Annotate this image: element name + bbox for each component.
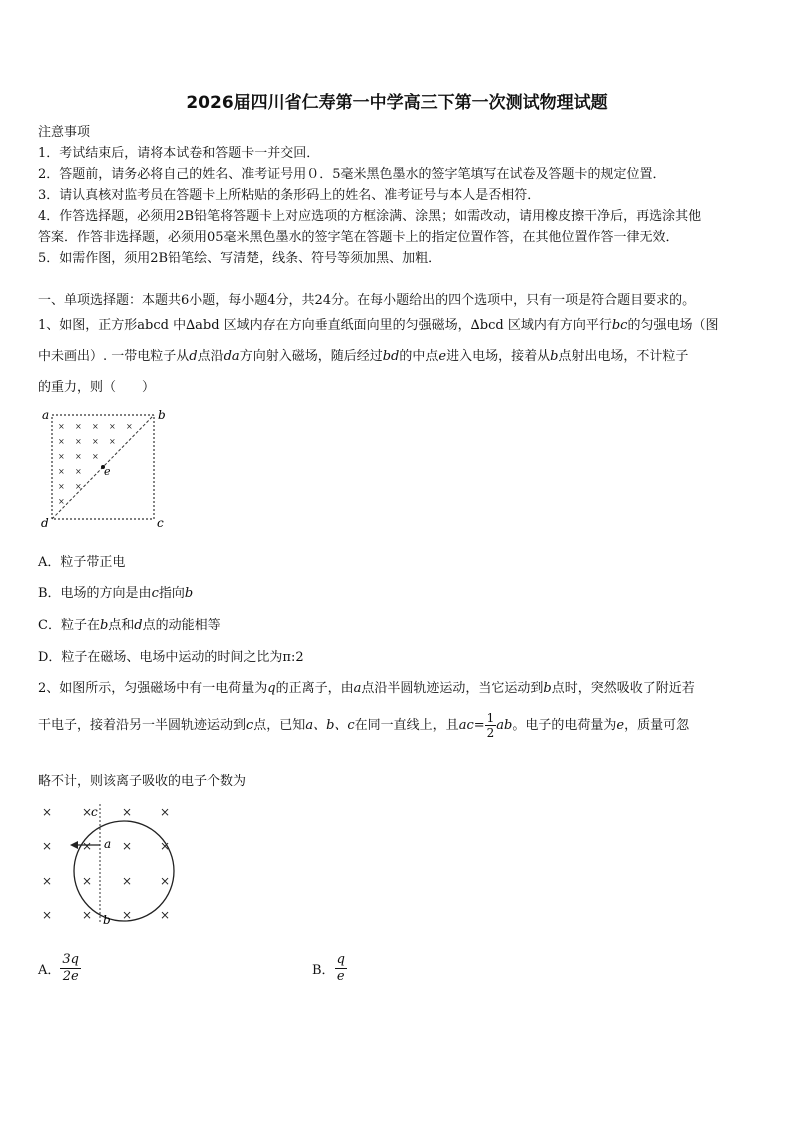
field-cross-mark: × [160, 874, 171, 888]
notice-heading: 注意事项 [38, 125, 91, 140]
field-cross-mark: × [122, 839, 133, 853]
q1-stem-line2: 中未画出）. 一带电粒子从d点沿da方向射入磁场，随后经过bd的中点e进入电场，接着从b点射出电场，不计粒子 [38, 349, 689, 364]
field-cross-mark: × [75, 467, 82, 476]
field-cross-mark: × [75, 452, 82, 461]
label-d: d [41, 516, 49, 530]
label-b: b [158, 408, 166, 422]
field-cross-mark: × [160, 839, 171, 853]
large-circular-orbit [74, 821, 174, 921]
field-cross-mark: × [75, 437, 82, 446]
q1-option-A: A．粒子带正电 [38, 555, 126, 570]
magnetic-field-marks [42, 805, 170, 922]
field-cross-mark: × [92, 422, 99, 431]
field-cross-mark: × [58, 497, 65, 506]
label-c: c [157, 516, 164, 530]
q2-option-A: A． $\frac{3q}{2e}$ [38, 952, 79, 984]
field-cross-mark: × [58, 452, 65, 461]
q1-option-D: D．粒子在磁场、电场中运动的时间之比为π:2 [38, 650, 304, 665]
q2-option-B: B． $\frac{q}{e}$ [312, 952, 345, 984]
notice-item: 3．请认真核对监考员在答题卡上所粘贴的条形码上的姓名、准考证号与本人是否相符． [38, 188, 541, 203]
magnetic-field-marks [58, 422, 133, 506]
field-cross-mark: × [109, 422, 116, 431]
q2-stem-line1: 2、如图所示，匀强磁场中有一电荷量为q的正离子，由a点沿半圆轨迹运动，当它运动到b点时，突然吸收了附近若 [38, 681, 695, 696]
q1-stem-line1: 1、如图，正方形abcd 中∆abd 区域内存在方向垂直纸面向里的匀强磁场，∆bcd 区域内有方向平行bc的匀强电场（图 [38, 318, 719, 333]
field-cross-mark: × [82, 874, 93, 888]
field-cross-mark: × [160, 805, 171, 819]
field-cross-mark: × [126, 422, 133, 431]
field-cross-mark: × [42, 805, 53, 819]
q1-figure [38, 405, 168, 530]
field-cross-mark: × [42, 874, 53, 888]
field-cross-mark: × [58, 467, 65, 476]
notice-item: 2．答题前，请务必将自己的姓名、准考证号用０．5毫米黑色墨水的签字笔填写在试卷及答题卡的规定位置． [38, 167, 666, 182]
field-cross-mark: × [42, 908, 53, 922]
field-cross-mark: × [92, 452, 99, 461]
field-cross-mark: × [122, 805, 133, 819]
field-cross-mark: × [109, 437, 116, 446]
q1-stem-line3: 的重力，则（ ） [38, 380, 156, 395]
field-cross-mark: × [58, 437, 65, 446]
field-cross-mark: × [92, 437, 99, 446]
label-a: a [42, 408, 50, 422]
notice-item: 1．考试结束后，请将本试卷和答题卡一并交回． [38, 146, 320, 161]
field-cross-mark: × [75, 482, 82, 491]
notice-item: 5．如需作图，须用2B铅笔绘、写清楚，线条、符号等须加黑、加粗． [38, 251, 442, 266]
field-cross-mark: × [42, 839, 53, 853]
fraction-one-half: $\frac{1}{2}$ [486, 711, 495, 740]
notice-item: 4．作答选择题，必须用2B铅笔将答题卡上对应选项的方框涂满、涂黑；如需改动，请用橡皮擦干净后，再选涂其他 [38, 209, 702, 224]
q1-option-C: C．粒子在b点和d点的动能相等 [38, 618, 221, 633]
field-cross-mark: × [58, 422, 65, 431]
field-cross-mark: × [82, 839, 93, 853]
label-b: b [103, 913, 111, 927]
label-c: c [91, 805, 98, 819]
label-a: a [104, 837, 112, 851]
q2-stem-line2: 干电子，接着沿另一半圆轨迹运动到c点，已知a、b、c在同一直线上，且ac= $\frac{1}{2}$ ab。电子的电荷量为e，质量可忽 [38, 711, 690, 740]
q1-option-B: B．电场的方向是由c指向b [38, 586, 194, 601]
q2-figure [36, 800, 186, 930]
q2-stem-line3: 略不计，则该离子吸收的电子个数为 [38, 774, 247, 789]
field-cross-mark: × [58, 482, 65, 491]
field-cross-mark: × [75, 422, 82, 431]
field-cross-mark: × [122, 874, 133, 888]
page-title: 2026届四川省仁寿第一中学高三下第一次测试物理试题 [186, 93, 608, 113]
notice-item: 答案．作答非选择题，必须用05毫米黑色墨水的签字笔在答题卡上的指定位置作答，在其他位置作答一律无效． [38, 230, 679, 245]
field-cross-mark: × [160, 908, 171, 922]
field-cross-mark: × [82, 805, 93, 819]
field-cross-mark: × [82, 908, 93, 922]
arrow-head-icon [70, 841, 78, 849]
section-heading: 一、单项选择题：本题共6小题，每小题4分，共24分。在每小题给出的四个选项中，只有一项是符合题目要求的。 [38, 293, 696, 308]
field-cross-mark: × [122, 908, 133, 922]
label-e: e [104, 465, 111, 478]
